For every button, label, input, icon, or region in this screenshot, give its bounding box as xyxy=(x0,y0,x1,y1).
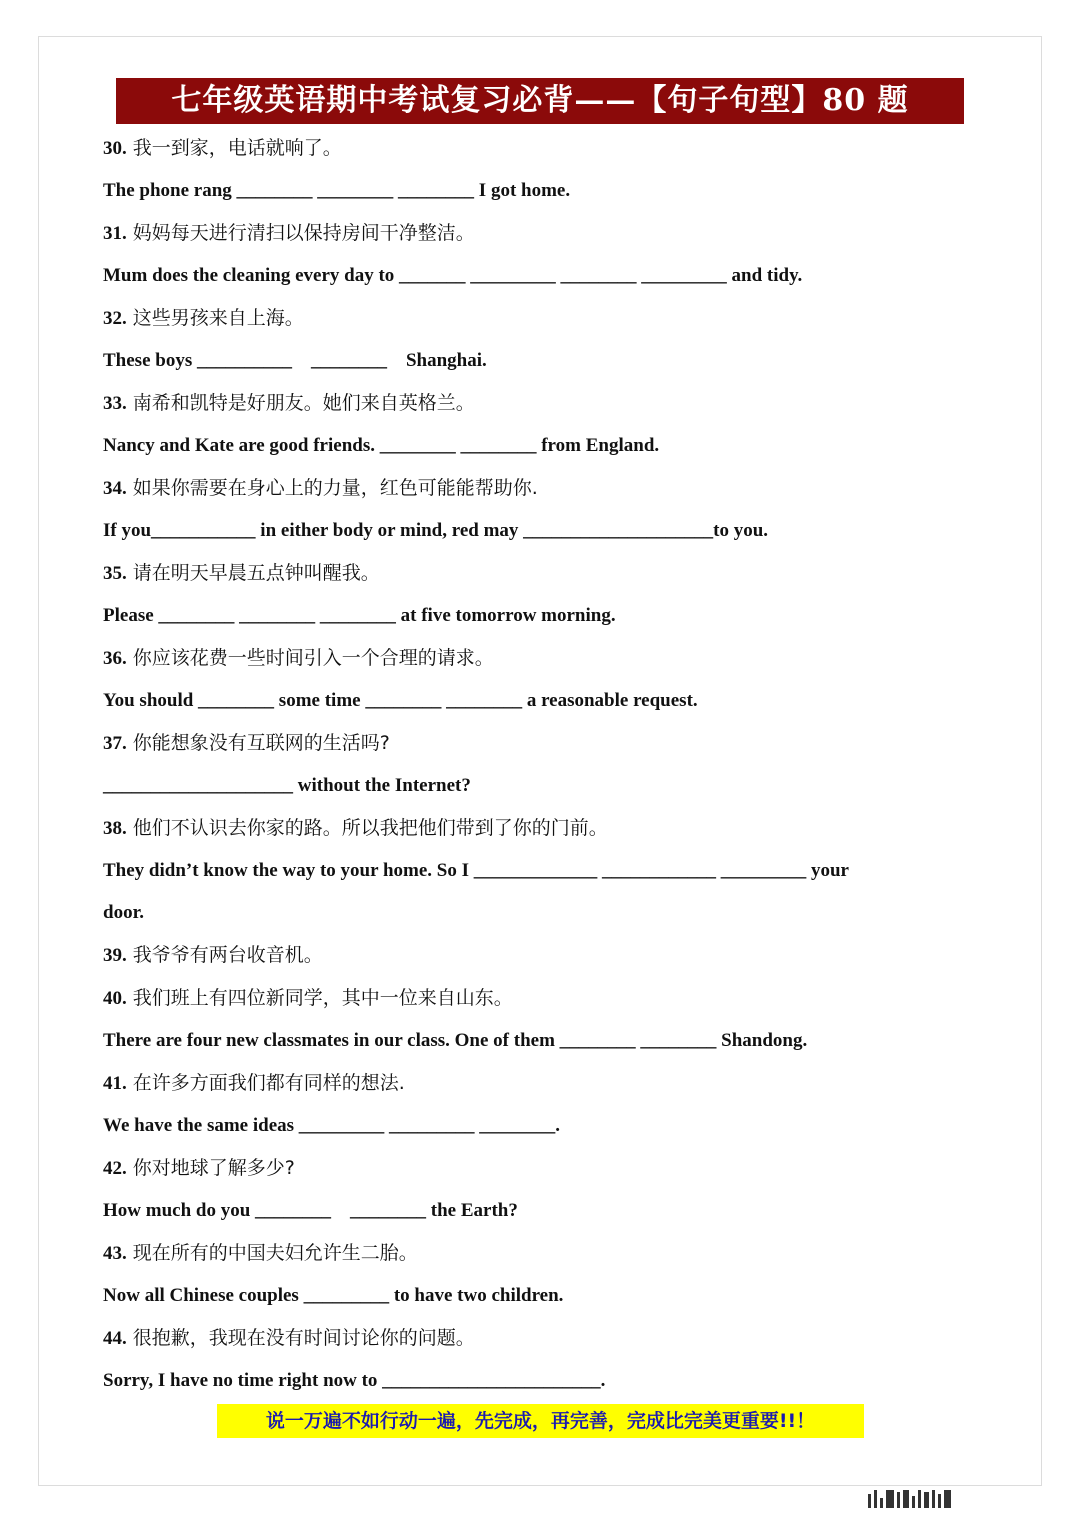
question-number: 39. xyxy=(103,945,127,966)
question-number: 40. xyxy=(103,988,127,1009)
question-chinese-text: 请在明天早晨五点钟叫醒我。 xyxy=(132,562,380,584)
question-english-line: These boys __________ ________ Shanghai. xyxy=(103,350,487,371)
question-number: 41. xyxy=(103,1073,127,1094)
question-prompt xyxy=(103,305,973,332)
question-number: 38. xyxy=(103,818,127,839)
question-chinese-text: 南希和凯特是好朋友。她们来自英格兰。 xyxy=(132,392,475,414)
question-number: 42. xyxy=(103,1158,127,1179)
question-prompt xyxy=(103,942,973,969)
question-number: 34. xyxy=(103,478,127,499)
question-prompt xyxy=(103,1155,973,1182)
question-chinese-text: 你对地球了解多少? xyxy=(132,1157,295,1179)
question-chinese-text: 你应该花费一些时间引入一个合理的请求。 xyxy=(132,647,494,669)
question-english-line: Now all Chinese couples _________ to have two children. xyxy=(103,1285,564,1306)
question-prompt xyxy=(103,1070,973,1097)
question-english-line: Mum does the cleaning every day to _______ _________ ________ _________ and tidy. xyxy=(103,265,803,286)
question-chinese-text: 我爷爷有两台收音机。 xyxy=(132,944,323,966)
question-number: 37. xyxy=(103,733,127,754)
question-number: 30. xyxy=(103,138,127,159)
question-chinese-text: 你能想象没有互联网的生活吗? xyxy=(132,732,390,754)
question-english-line: If you___________ in either body or mind, red may ____________________to you. xyxy=(103,520,769,541)
question-number: 32. xyxy=(103,308,127,329)
question-chinese-text: 这些男孩来自上海。 xyxy=(132,307,304,329)
question-english-line: The phone rang ________ ________ ________ I got home. xyxy=(103,180,571,201)
question-chinese-text: 在许多方面我们都有同样的想法. xyxy=(132,1072,405,1094)
question-english-line: They didn’t know the way to your home. So I _____________ ____________ _________ your xyxy=(103,860,849,881)
watermark-logo-icon xyxy=(868,1486,1048,1508)
question-chinese-text: 如果你需要在身心上的力量，红色可能能帮助你. xyxy=(132,477,538,499)
question-prompt xyxy=(103,645,973,672)
question-chinese-text: 现在所有的中国夫妇允许生二胎。 xyxy=(132,1242,418,1264)
question-english-line: door. xyxy=(103,902,145,923)
question-english-line: Please ________ ________ ________ at five tomorrow morning. xyxy=(103,605,616,626)
page-border xyxy=(38,36,1042,1486)
question-english-line: Nancy and Kate are good friends. ________ ________ from England. xyxy=(103,435,660,456)
question-number: 36. xyxy=(103,648,127,669)
question-english-line: How much do you ________ ________ the Earth? xyxy=(103,1200,518,1221)
question-english-line: ____________________ without the Internet? xyxy=(103,775,471,796)
question-english-line: There are four new classmates in our class. One of them ________ ________ Shandong. xyxy=(103,1030,808,1051)
question-chinese-text: 我们班上有四位新同学，其中一位来自山东。 xyxy=(132,987,513,1009)
question-prompt xyxy=(103,390,973,417)
question-number: 35. xyxy=(103,563,127,584)
question-number: 31. xyxy=(103,223,127,244)
question-prompt xyxy=(103,985,973,1012)
page-title: 七年级英语期中考试复习必背——【句子句型】80 题 xyxy=(116,78,964,124)
question-chinese-text: 他们不认识去你家的路。所以我把他们带到了你的门前。 xyxy=(132,817,608,839)
question-english-line: Sorry, I have no time right now to _______________________. xyxy=(103,1370,606,1391)
question-chinese-text: 很抱歉，我现在没有时间讨论你的问题。 xyxy=(132,1327,475,1349)
question-prompt xyxy=(103,475,973,502)
question-number: 43. xyxy=(103,1243,127,1264)
question-chinese-text: 我一到家，电话就响了。 xyxy=(132,137,342,159)
question-number: 44. xyxy=(103,1328,127,1349)
question-number: 33. xyxy=(103,393,127,414)
question-prompt xyxy=(103,815,973,842)
question-prompt xyxy=(103,135,973,162)
question-prompt xyxy=(103,220,973,247)
question-english-line: We have the same ideas _________ _________ ________. xyxy=(103,1115,561,1136)
motto-banner: 说一万遍不如行动一遍，先完成，再完善，完成比完美更重要!!！ xyxy=(217,1404,864,1438)
question-chinese-text: 妈妈每天进行清扫以保持房间干净整洁。 xyxy=(132,222,475,244)
question-prompt xyxy=(103,1240,973,1267)
question-prompt xyxy=(103,1325,973,1352)
question-prompt xyxy=(103,730,973,757)
question-english-line: You should ________ some time ________ ________ a reasonable request. xyxy=(103,690,698,711)
question-prompt xyxy=(103,560,973,587)
